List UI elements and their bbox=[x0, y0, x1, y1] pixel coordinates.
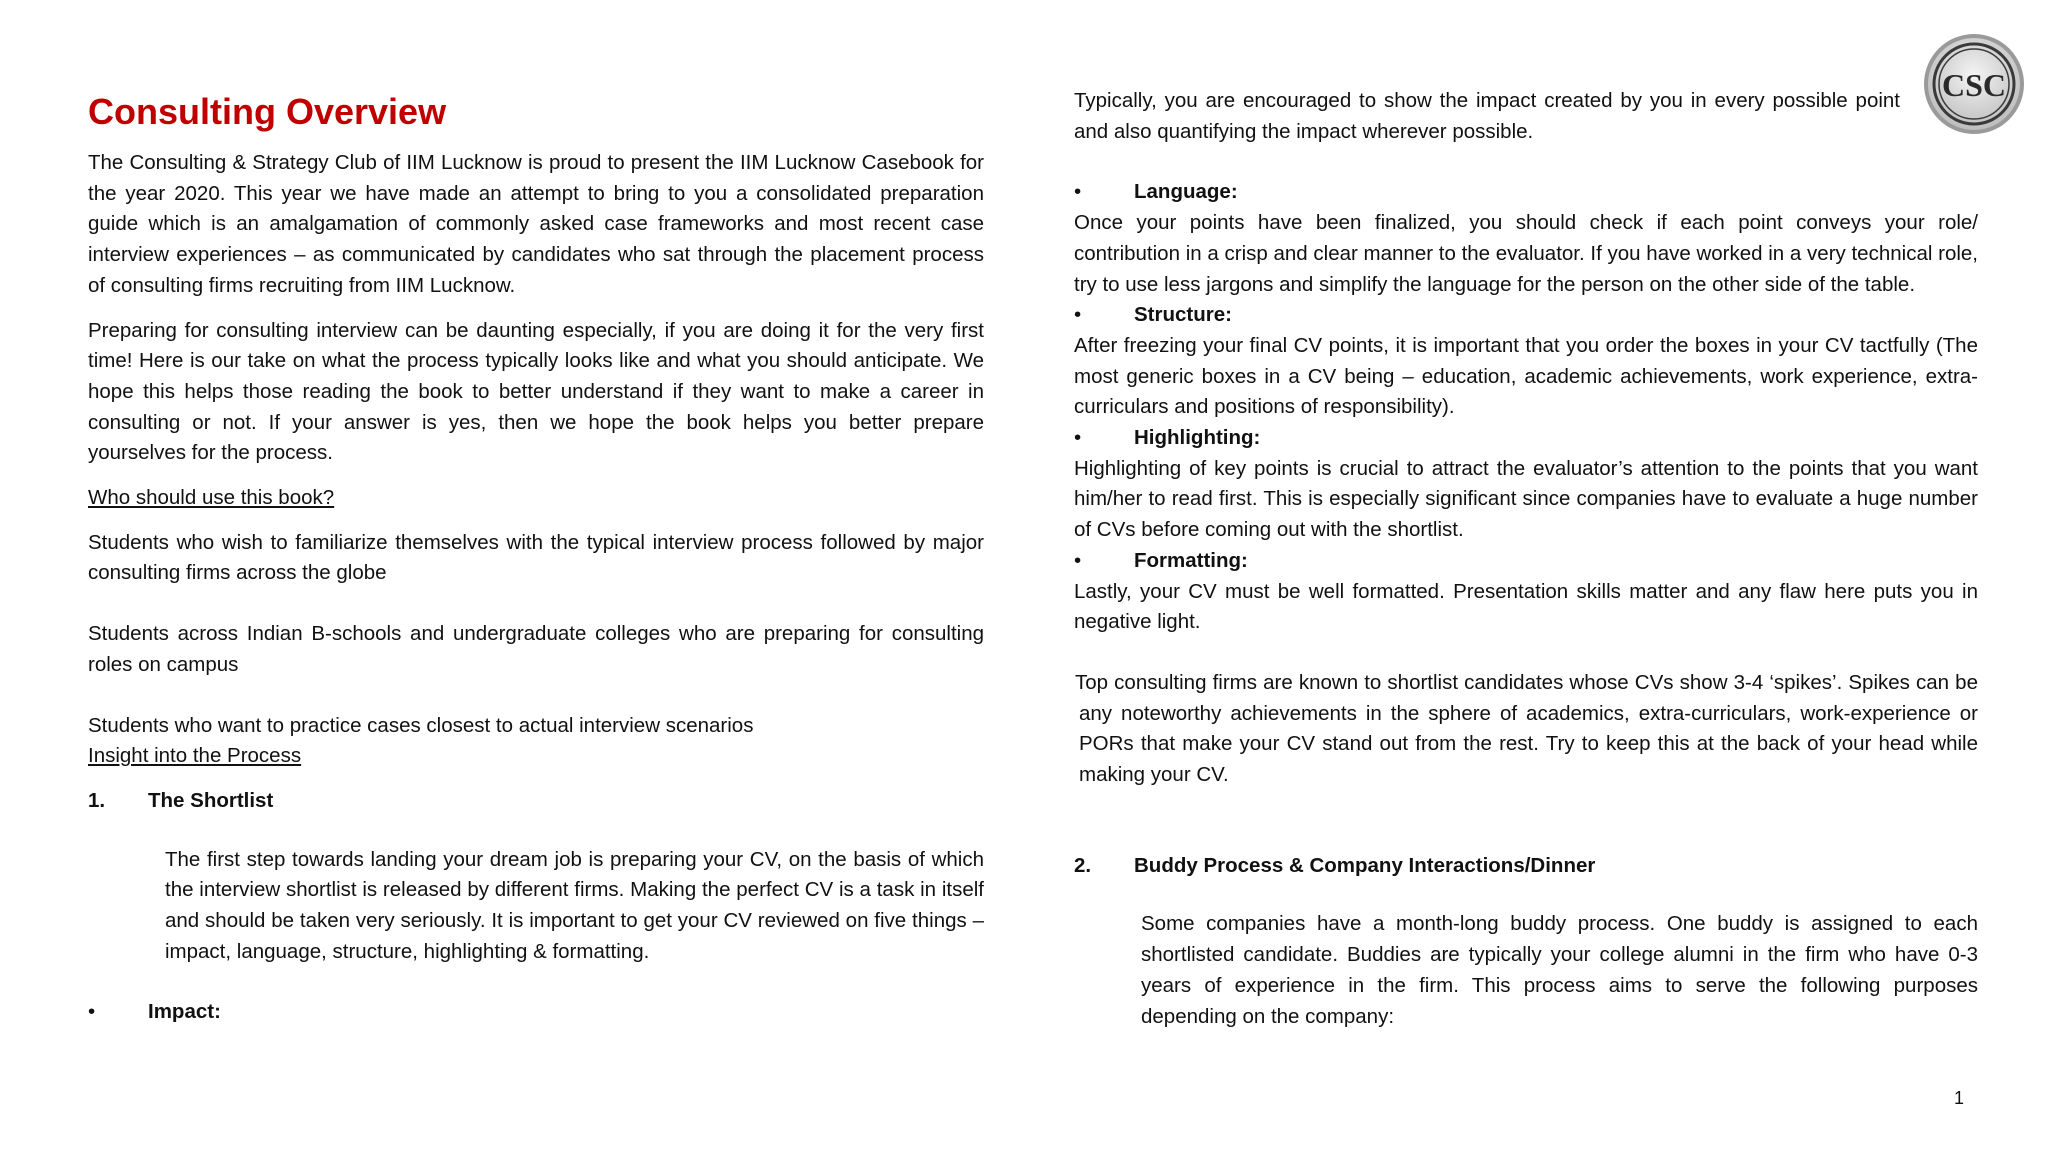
bullet-icon: • bbox=[88, 1000, 96, 1024]
structure-bullet bbox=[1074, 300, 1978, 331]
section-2-heading bbox=[1074, 851, 1978, 882]
audience-item-1: Students who wish to familiarize themselves with the typical interview process followed by major consulting firms across the globe bbox=[88, 530, 984, 585]
section-2-title: Buddy Process & Company Interactions/Dinner bbox=[1134, 853, 1596, 877]
structure-label: Structure: bbox=[1134, 303, 1232, 327]
highlighting-label: Highlighting: bbox=[1134, 426, 1261, 450]
bullet-icon: • bbox=[1074, 303, 1082, 327]
bullet-icon: • bbox=[1074, 548, 1082, 572]
intro-paragraph-2: Preparing for consulting interview can be daunting especially, if you are doing it for the very first time! Here is our take on what the process typically looks like and what you should anticipate. We hope this helps those reading the book to better understand if they want to make a career in consulting or not. If your answer is yes, then we hope the book helps you better prepare yourselves for the process. bbox=[88, 318, 984, 465]
section-2-body: Some companies have a month-long buddy process. One buddy is assigned to each shortlisted candidate. Buddies are typically your college alumni in the firm who have 0-3 years of experience in the firm. This process aims to serve the following purposes depending on the company: bbox=[1141, 912, 1978, 1028]
highlighting-body: Highlighting of key points is crucial to attract the evaluator’s attention to the points that you want him/her to read first. This is especially significant since companies have to evaluate a huge number of CVs before coming out with the shortlist. bbox=[1074, 456, 1978, 542]
bullet-icon: • bbox=[1074, 180, 1082, 204]
formatting-body: Lastly, your CV must be well formatted. Presentation skills matter and any flaw here puts you in negative light. bbox=[1074, 579, 1978, 634]
formatting-label: Formatting: bbox=[1134, 548, 1248, 572]
section-2-number: 2. bbox=[1074, 853, 1092, 877]
page-number: 1 bbox=[1954, 1088, 1965, 1108]
spikes-paragraph: Top consulting firms are known to shortlist candidates whose CVs show 3-4 ‘spikes’. Spikes can be any noteworthy achievements in the sphere of academics, extra-curriculars, work-experience or PORs that make your CV stand out from the rest. Try to keep this at the back of your head while making your CV. bbox=[1075, 670, 1978, 787]
section-1-heading bbox=[88, 786, 984, 817]
language-label: Language: bbox=[1134, 180, 1238, 204]
formatting-bullet bbox=[1074, 546, 1978, 577]
language-body: Once your points have been finalized, you should check if each point conveys your role/ contribution in a crisp and clear manner to the evaluator. If you have worked in a very technical role, try to use less jargons and simplify the language for the person on the other side of the table. bbox=[1074, 211, 1978, 296]
structure-body: After freezing your final CV points, it is important that you order the boxes in your CV tactfully (The most generic boxes in a CV being – education, academic achievements, work experience, extra-curriculars and positions of responsibility). bbox=[1074, 333, 1978, 419]
who-should-use-heading: Who should use this book? bbox=[88, 486, 335, 510]
section-1-number: 1. bbox=[88, 788, 106, 812]
section-1-body: The first step towards landing your dream job is preparing your CV, on the basis of which the interview shortlist is released by different firms. Making the perfect CV is a task in itself and should be taken very seriously. It is important to get your CV reviewed on five things – impact, language, structure, highlighting & formatting. bbox=[165, 847, 984, 963]
section-1-title: The Shortlist bbox=[148, 788, 274, 812]
csc-logo bbox=[1922, 32, 2026, 136]
audience-item-3: Students who want to practice cases closest to actual interview scenarios bbox=[88, 713, 754, 737]
highlighting-bullet bbox=[1074, 423, 1978, 454]
right-column bbox=[1074, 86, 1978, 1032]
insight-heading: Insight into the Process bbox=[88, 744, 302, 768]
page-title: Consulting Overview bbox=[88, 91, 447, 132]
audience-item-2: Students across Indian B-schools and undergraduate colleges who are preparing for consulting roles on campus bbox=[88, 622, 984, 676]
logo-text: CSC bbox=[1941, 67, 2007, 103]
language-bullet bbox=[1074, 177, 1978, 208]
impact-bullet bbox=[88, 997, 984, 1028]
impact-body: Typically, you are encouraged to show the impact created by you in every possible point and also quantifying the impact wherever possible. bbox=[1074, 89, 1900, 143]
bullet-icon: • bbox=[1074, 426, 1082, 450]
left-column bbox=[88, 88, 984, 1028]
impact-label: Impact: bbox=[148, 1000, 221, 1024]
intro-paragraph-1: The Consulting & Strategy Club of IIM Lucknow is proud to present the IIM Lucknow Casebook for the year 2020. This year we have made an attempt to bring to you a consolidated preparation guide which is an amalgamation of commonly asked case frameworks and most recent case interview experiences – as communicated by candidates who sat through the placement process of consulting firms recruiting from IIM Lucknow. bbox=[88, 151, 984, 297]
